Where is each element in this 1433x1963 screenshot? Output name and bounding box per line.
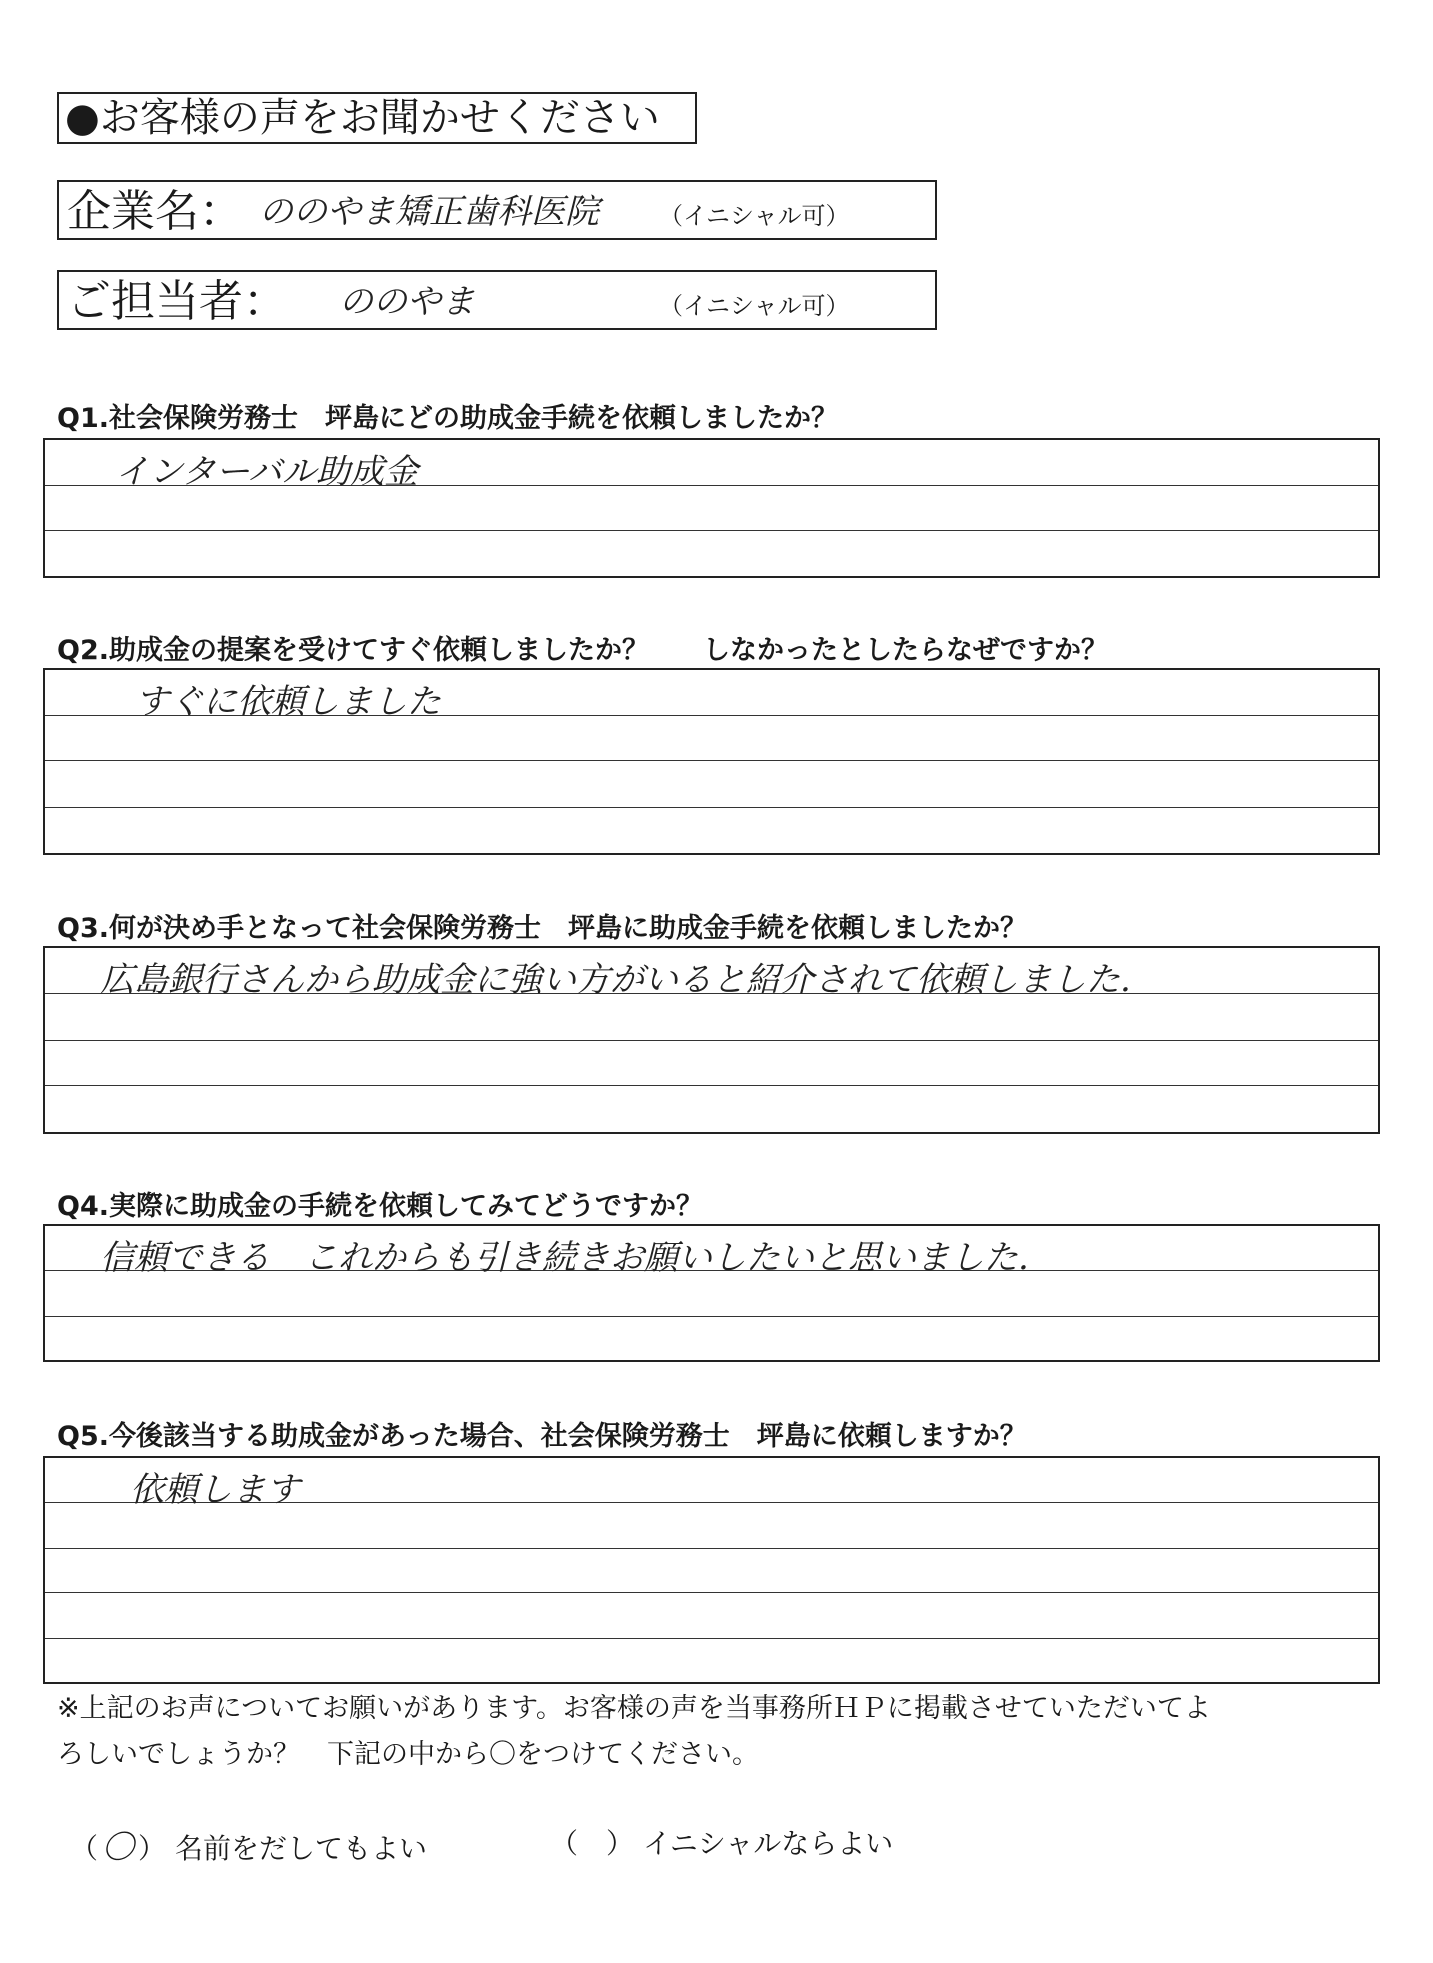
notice-line-2: ろしいでしょうか？ 下記の中から〇をつけてください。	[57, 1739, 759, 1770]
option-name-ok[interactable]	[70, 1822, 427, 1868]
q5-answer-box	[43, 1456, 1380, 1684]
q5-question: Q5.今後該当する助成金があった場合、社会保険労務士 坪島に依頼しますか？	[57, 1421, 1027, 1452]
ruled-line	[45, 1040, 1378, 1041]
company-label: 企業名：	[67, 186, 243, 237]
company-value: ののやま矯正歯科医院	[259, 192, 599, 232]
option-open-paren: （	[70, 1832, 99, 1865]
company-field	[57, 180, 937, 240]
ruled-line	[45, 807, 1378, 808]
person-label: ご担当者：	[67, 276, 287, 327]
q2-question: Q2.助成金の提案を受けてすぐ依頼しましたか？ しなかったとしたらなぜですか？	[57, 635, 1108, 666]
ruled-line	[45, 1638, 1378, 1639]
option-close-paren: ）	[606, 1827, 635, 1860]
ruled-line	[45, 1548, 1378, 1549]
ruled-line	[45, 530, 1378, 531]
ruled-line	[45, 1085, 1378, 1086]
q5-answer: 依頼します	[130, 1470, 300, 1510]
circle-mark: 〇	[102, 1828, 135, 1866]
option-close-paren: ）	[138, 1832, 167, 1865]
person-field	[57, 270, 937, 330]
person-note: （イニシャル可）	[659, 292, 850, 320]
q2-answer-box	[43, 668, 1380, 855]
person-value: ののやま	[339, 282, 475, 322]
q1-answer-box	[43, 438, 1380, 578]
option-name-ok-label: 名前をだしてもよい	[174, 1832, 427, 1865]
ruled-line	[45, 760, 1378, 761]
q1-question: Q1.社会保険労務士 坪島にどの助成金手続を依頼しましたか？	[57, 403, 838, 434]
ruled-line	[45, 1592, 1378, 1593]
q4-answer-box	[43, 1224, 1380, 1362]
ruled-line	[45, 1316, 1378, 1317]
q4-answer: 信頼できる これからも引き続きお願いしたいと思いました.	[100, 1238, 1029, 1278]
option-open-paren: （	[550, 1827, 579, 1860]
notice-line-1: ※上記のお声についてお願いがあります。お客様の声を当事務所ＨＰに掲載させていただいてよ	[57, 1693, 1211, 1724]
publication-notice	[57, 1686, 1211, 1778]
q3-question: Q3.何が決め手となって社会保険労務士 坪島に助成金手続を依頼しましたか？	[57, 913, 1027, 944]
survey-title: ●お客様の声をお聞かせください	[57, 92, 697, 144]
q4-question: Q4.実際に助成金の手続を依頼してみてどうですか？	[57, 1191, 703, 1222]
option-initial-ok[interactable]	[550, 1822, 893, 1862]
q1-answer: インターバル助成金	[115, 452, 418, 492]
q2-answer: すぐに依頼しました	[135, 682, 441, 722]
option-initial-ok-label: イニシャルならよい	[642, 1827, 894, 1860]
q3-answer: 広島銀行さんから助成金に強い方がいると紹介されて依頼しました.	[100, 960, 1131, 1000]
q3-answer-box	[43, 946, 1380, 1134]
company-note: （イニシャル可）	[659, 202, 850, 230]
